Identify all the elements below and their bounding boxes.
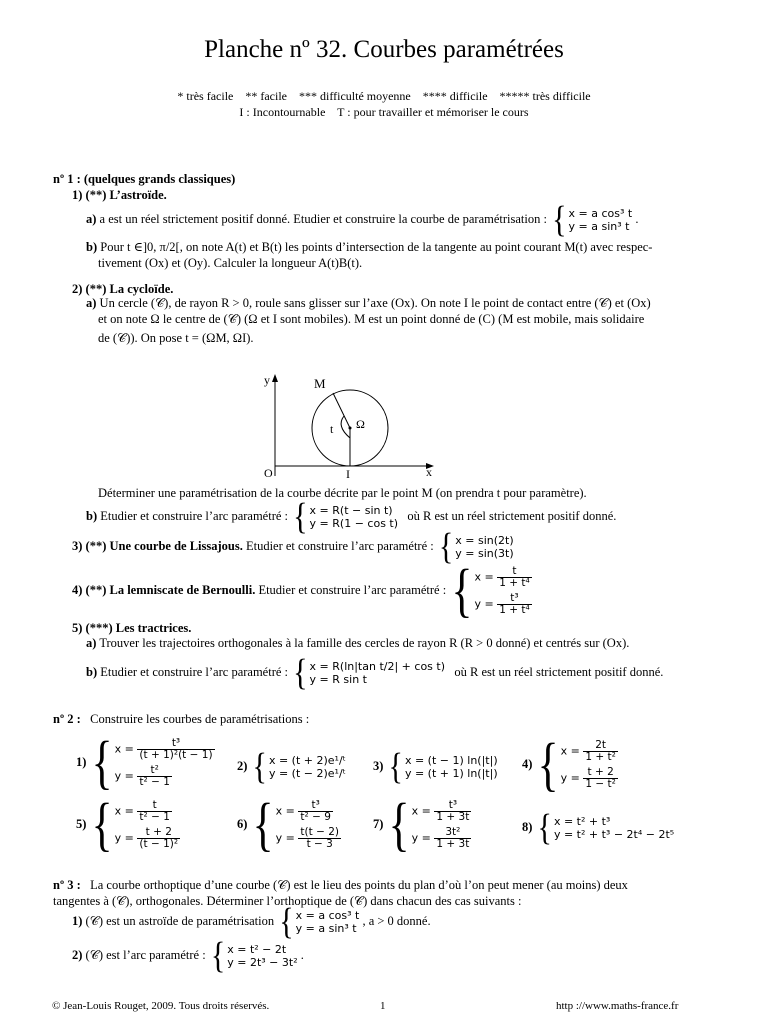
ex1-part1-a: a) a est un réel strictement positif donné. Etudier et construire la courbe de paramétrisation : { x = a cos³ t y = a sin³ t . [86,198,639,240]
center-omega-point [349,427,352,430]
param-system: x = $\frac{t}{\text{1 + t⁴}}$ y = $\frac{\text{t³}}{\text{1 + t⁴}}$ [474,565,530,616]
left-brace: { [293,651,308,693]
ex3-item-2: 2) (𝒞) est l’arc paramétré : { x = t² − 2t y = 2t³ − 3t² . [72,934,304,976]
page-title: Planche nº 32. Courbes paramétrées [204,36,564,63]
exercise-2-heading: nº 2 : Construire les courbes de paramétrisations : [53,712,310,726]
ex1-part4: 4) (**) La lemniscate de Bernoulli. Etudier et construire l’arc paramétré : { x = $\frac{t}{\text{1 + t⁴}}$ y = $\frac{\text{t³}}{\text{1 + t⁴}}$ [72,557,530,624]
param-system: x = sin(2t) y = sin(3t) [455,534,514,560]
param-system: x = R(t − sin t) y = R(1 − cos t) [309,504,399,530]
part-title: 3) (**) Une courbe de Lissajous. [72,538,243,553]
item-label: a) [86,211,97,226]
ex1-part5-title: 5) (***) Les tractrices. [72,621,192,635]
footer-page-number: 1 [380,1000,386,1012]
ex2-curve-2: 2) { x = (t + 2)e¹/ᵗ y = (t − 2)e¹/ᵗ [237,745,346,787]
label-x: x [426,465,432,479]
ex1-part3: 3) (**) Une courbe de Lissajous. Etudier et construire l’arc paramétré : { x = sin(2t) y = sin(3t) [72,525,514,567]
ex2-curve-8: 8) { x = t² + t³ y = t² + t³ − 2t⁴ − 2t⁵ [522,806,675,848]
left-brace: { [438,525,454,567]
left-brace: { [451,557,473,624]
ex1-part1-b [86,240,716,271]
ex1-part5-a: a) Trouver les trajectoires orthogonales à la famille des cercles de rayon R (R > 0 donné) et centrés sur (Ox). [86,636,630,650]
ex2-curve-6: 6) { x = $\frac{\text{t³}}{\text{t² − 9}}$ y = $\frac{t(t - 2)}{t - 3}$ [237,791,339,858]
label-m: M [314,376,326,391]
ex1-part5-b: b) Etudier et construire l’arc paramétré : { x = R(ln|tan t/2| + cos t) y = R sin t où R est un réel strictement positif donné. [86,651,664,693]
ex2-curve-1: 1) { x = $\frac{\text{t³}}{\text{(t + 1)²(t − 1)}}$ y = $\frac{\text{t²}}{\text{t² − 1}}$ [76,729,213,796]
label-omega: Ω [356,417,365,431]
legend-line-2: I : Incontournable T : pour travailler et mémoriser le cours [239,105,529,119]
exercise-3-heading: nº 3 : [53,878,81,892]
ex1-part2-a: a) Un cercle (𝒞), de rayon R > 0, roule sans glisser sur l’axe (Ox). On note I le point de contact entre (𝒞) et (Ox) et on note Ω le centre de (𝒞) (Ω et I sont mobiles). M est un point donné de (C) (M est mobile, mais solidaire de (𝒞)). On pose t = (ΩM, ΩI). [86,296,651,346]
item-text: a est un réel strictement positif donné. Etudier et construire la courbe de paramétrisation : [99,211,547,226]
legend-line-1: * très facile ** facile *** difficulté moyenne **** difficile ***** très difficile [177,89,591,103]
label-o: O [264,466,273,480]
param-system: x = a cos³ t y = a sin³ t [568,207,633,233]
ex1-part1-title: 1) (**) L’astroïde. [72,188,167,202]
ex1-part2-b: b) Etudier et construire l’arc paramétré : { x = R(t − sin t) y = R(1 − cos t) où R est un réel strictement positif donné. [86,495,617,537]
label-y: y [264,373,270,387]
ex2-curve-3: 3) { x = (t − 1) ln(|t|) y = (t + 1) ln(|t|) [373,745,498,787]
exercise-1-heading: nº 1 : (quelques grands classiques) [53,172,236,186]
ex2-curve-7: 7) { x = $\frac{\text{t³}}{1 + 3t}$ y = $\frac{\text{3t²}}{1 + 3t}$ [373,791,470,858]
y-axis-arrow [272,374,278,382]
ex2-curve-4: 4) { x = $\frac{2t}{\text{1 + t²}}$ y = $\frac{t + 2}{\text{1 − t²}}$ [522,731,616,798]
exercise-3: nº 3 : La courbe orthoptique d’une courbe (𝒞) est le lieu des points du plan d’où l’on peut mener (au moins) deux tangentes à (𝒞), orthogonales. Déterminer l’orthoptique de (𝒞) dans chacun des cas suivants : [53,878,628,908]
footer-copyright: © Jean-Louis Rouget, 2009. Tous droits réservés. [52,1000,270,1012]
item-label: b) [86,240,98,254]
label-t: t [330,422,334,436]
label-i: I [346,467,350,481]
item-text-cont: tivement (Ox) et (Oy). Calculer la longueur A(t)B(t). [98,255,363,270]
part-title: 4) (**) La lemniscate de Bernoulli. [72,582,256,597]
ex3-item-1: 1) (𝒞) est un astroïde de paramétrisation { x = a cos³ t y = a sin³ t , a > 0 donné. [72,900,431,942]
footer-url[interactable]: http ://www.maths-france.fr [556,1000,679,1012]
ex2-curve-5: 5) { x = $\frac{t}{\text{t² − 1}}$ y = $\frac{t + 2}{\text{(t − 1)²}}$ [76,791,179,858]
left-brace: { [293,495,308,537]
difficulty-legend [0,88,768,120]
param-system: x = R(ln|tan t/2| + cos t) y = R sin t [309,660,446,686]
cycloid-figure [250,368,450,483]
left-brace: { [552,198,567,240]
ex1-part2-title: 2) (**) La cycloïde. [72,282,174,296]
item-text: Pour t ∈]0, π/2[, on note A(t) et B(t) les points d’intersection de la tangente au point courant M(t) avec respec- [100,240,653,254]
cycloid-question: Déterminer une paramétrisation de la courbe décrite par le point M (on prendra t pour paramètre). [98,486,587,500]
